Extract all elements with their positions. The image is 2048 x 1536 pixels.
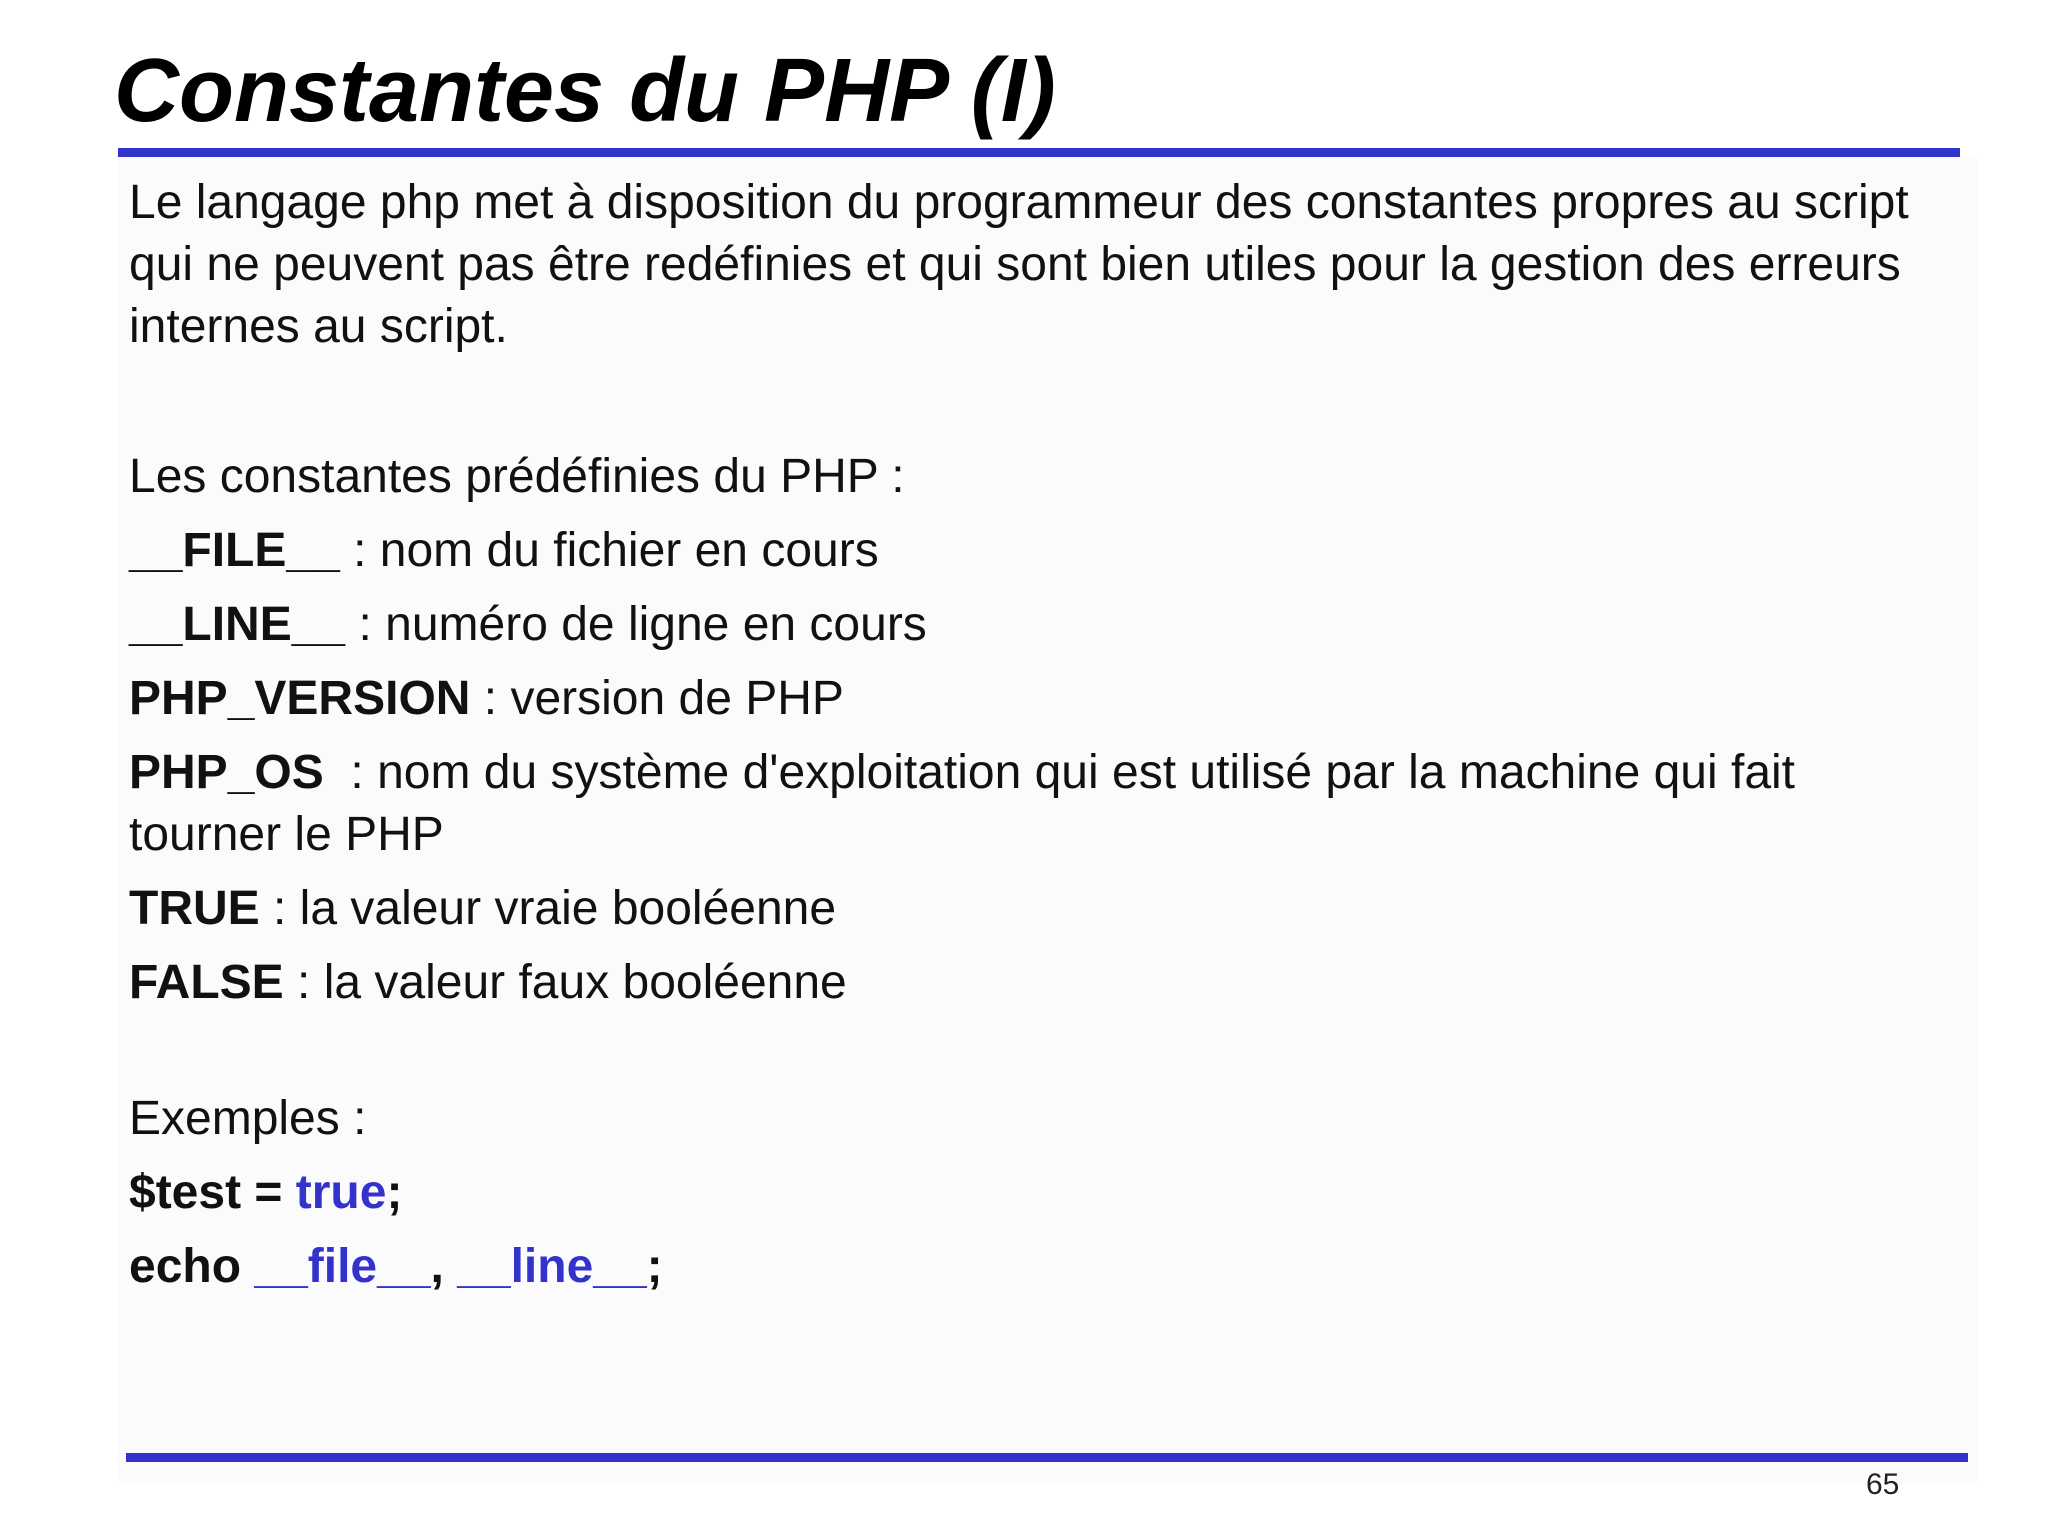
spacer bbox=[129, 358, 1929, 446]
constant-name: TRUE bbox=[129, 882, 260, 935]
constant-item-php-version bbox=[129, 668, 1929, 730]
constant-description: : nom du fichier en cours bbox=[339, 524, 879, 577]
code-value: true bbox=[295, 1166, 387, 1219]
constant-item-line bbox=[129, 594, 1929, 656]
constant-description: : numéro de ligne en cours bbox=[345, 598, 927, 651]
example-code-line-1 bbox=[129, 1162, 1929, 1224]
code-suffix: ; bbox=[386, 1166, 403, 1219]
code-separator: , bbox=[430, 1240, 458, 1293]
example-code-line-2 bbox=[129, 1236, 1929, 1298]
constant-item-file bbox=[129, 520, 1929, 582]
constant-name: FALSE bbox=[129, 956, 284, 1009]
footer-divider bbox=[126, 1453, 1968, 1462]
constant-name: __FILE__ bbox=[129, 524, 340, 577]
constant-description: : la valeur vraie booléenne bbox=[259, 882, 837, 935]
code-value: __line__ bbox=[457, 1240, 647, 1293]
slide-content bbox=[129, 172, 1929, 1310]
code-value: __file__ bbox=[254, 1240, 431, 1293]
constant-item-false bbox=[129, 952, 1929, 1014]
page-number: 65 bbox=[1866, 1468, 1900, 1501]
intro-paragraph: Le langage php met à disposition du programmeur des constantes propres au script qui ne peuvent pas être redéfinies et qui sont bien utiles pour la gestion des erreurs internes au script. bbox=[129, 176, 1909, 353]
constant-item-true bbox=[129, 878, 1929, 940]
title-divider bbox=[118, 148, 1960, 157]
constant-description: : nom du système d'exploitation qui est utilisé par la machine qui fait tourner le PHP bbox=[129, 746, 1809, 861]
constants-heading: Les constantes prédéfinies du PHP : bbox=[129, 450, 905, 503]
constant-name: __LINE__ bbox=[129, 598, 346, 651]
constant-item-php-os bbox=[129, 742, 1929, 866]
constant-name: PHP_OS bbox=[129, 746, 324, 799]
constant-description: : version de PHP bbox=[470, 672, 844, 725]
constant-description: : la valeur faux booléenne bbox=[283, 956, 847, 1009]
page-title: Constantes du PHP (I) bbox=[114, 41, 1056, 141]
constant-name: PHP_VERSION bbox=[129, 672, 471, 725]
code-suffix: ; bbox=[646, 1240, 663, 1293]
spacer bbox=[129, 1026, 1929, 1088]
examples-heading: Exemples : bbox=[129, 1092, 367, 1145]
code-prefix: $test = bbox=[129, 1166, 296, 1219]
code-prefix: echo bbox=[129, 1240, 255, 1293]
